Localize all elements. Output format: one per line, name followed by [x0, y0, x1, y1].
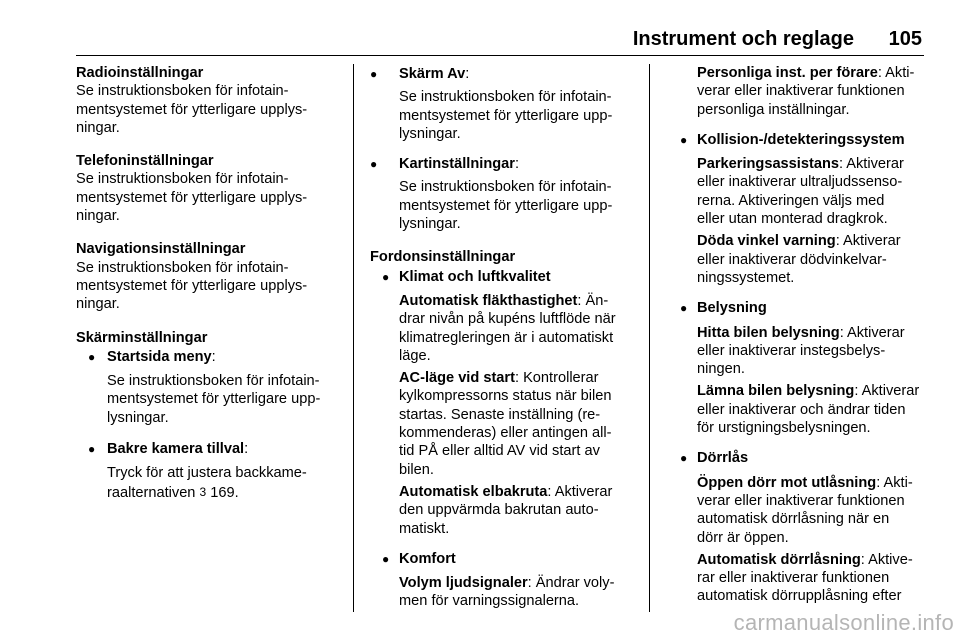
- text-fragment: : Akti-: [876, 474, 913, 491]
- text-line: ningar.: [76, 296, 120, 313]
- text-line: ningar.: [76, 119, 120, 136]
- text-line: [697, 324, 930, 342]
- setting-item: [668, 232, 930, 287]
- text-line: eller inaktiverar ultraljudssenso-: [697, 174, 903, 191]
- text-line: Se instruktionsboken för infotain-: [399, 89, 612, 106]
- setting-item: [370, 483, 636, 538]
- text-line: lysningar.: [399, 216, 461, 233]
- text-fragment: raalternativen: [107, 484, 196, 501]
- setting-name: Döda vinkel varning: [697, 233, 836, 250]
- text-line: automatisk dörrupplåsning efter: [697, 588, 902, 605]
- text-line: kommenderas) eller antingen all-: [399, 425, 612, 442]
- item-label: Kollision-/detekteringssystem: [697, 131, 905, 148]
- list-item: [668, 131, 930, 149]
- text-line: klimatregleringen är i automatiskt: [399, 329, 614, 346]
- text-line: mentsystemet för ytterligare upplys-: [76, 277, 308, 294]
- text-fragment: : Aktiverar: [838, 156, 904, 173]
- list-item: ● Startsida meny:: [76, 348, 346, 366]
- section-radio: [76, 64, 346, 137]
- list-item: [668, 449, 930, 467]
- setting-name: Automatisk fläkthastighet: [399, 292, 578, 309]
- section-heading: Telefoninställningar: [76, 153, 214, 170]
- text-line: [697, 64, 930, 82]
- text-line: eller utan monterad dragkrok.: [697, 211, 888, 228]
- list-item: ● Bakre kamera tillval:: [76, 440, 346, 458]
- setting-item: [668, 324, 930, 379]
- setting-item: [668, 64, 930, 119]
- setting-name: Automatisk dörrlåsning: [697, 551, 861, 568]
- section-heading: Fordonsinställningar: [370, 249, 516, 266]
- setting-name: Lämna bilen belysning: [697, 383, 855, 400]
- text-line: den uppvärmda bakrutan auto-: [399, 502, 599, 519]
- item-description: [76, 372, 346, 427]
- text-line: verar eller inaktiverar funktionen: [697, 83, 905, 100]
- column-3: [668, 64, 930, 606]
- text-line: rerna. Aktiveringen väljs med: [697, 192, 885, 209]
- text-line: lysningar.: [399, 125, 461, 142]
- setting-item: [668, 551, 930, 606]
- text-line: [697, 382, 930, 400]
- text-line: mentsystemet för ytterligare upplys-: [76, 189, 308, 206]
- text-fragment: : Aktiverar: [839, 324, 905, 341]
- text-line: [107, 483, 346, 502]
- setting-name: Volym ljudsignaler: [399, 575, 528, 592]
- column-2: [370, 64, 636, 611]
- setting-name: Personliga inst. per förare: [697, 65, 878, 81]
- section-navigation: [76, 240, 346, 313]
- section-heading: Navigationsinställningar: [76, 241, 246, 258]
- setting-name: Öppen dörr mot utlåsning: [697, 474, 877, 491]
- setting-item: [668, 474, 930, 547]
- text-fragment: : Aktiverar: [835, 233, 901, 250]
- item-label: Komfort: [399, 550, 456, 567]
- text-fragment: : Kontrollerar: [514, 370, 599, 387]
- list-item: ● Kartinställningar:: [370, 155, 636, 173]
- list-item: [370, 268, 636, 286]
- text-line: startas. Senaste inställning (re-: [399, 406, 601, 423]
- text-line: men för varningssignalerna.: [399, 593, 580, 610]
- setting-name: AC-läge vid start: [399, 370, 515, 387]
- text-line: [399, 574, 636, 592]
- text-line: eller inaktiverar och ändrar tiden: [697, 401, 906, 418]
- item-label: Klimat och luftkvalitet: [399, 268, 551, 285]
- item-description: [76, 464, 346, 502]
- item-label: Belysning: [697, 300, 767, 317]
- text-line: ningar.: [76, 208, 120, 225]
- text-line: Tryck för att justera backkame-: [107, 465, 307, 482]
- text-line: personliga inställningar.: [697, 101, 850, 118]
- page-number: 105: [888, 28, 922, 50]
- text-line: läge.: [399, 347, 431, 364]
- setting-item: [370, 574, 636, 611]
- list-item: [370, 550, 636, 568]
- text-line: mentsystemet för ytterligare upp-: [107, 391, 321, 408]
- page-header: [76, 25, 924, 56]
- section-heading: Skärminställningar: [76, 329, 208, 346]
- item-label: Startsida meny: [107, 348, 212, 365]
- setting-item: [370, 292, 636, 365]
- text-line: eller inaktiverar dödvinkelvar-: [697, 251, 887, 268]
- text-line: eller inaktiverar instegsbelys-: [697, 342, 886, 359]
- text-line: för urstigningsbelysningen.: [697, 420, 871, 437]
- text-line: lysningar.: [107, 409, 169, 426]
- column-divider: [353, 64, 354, 612]
- text-line: bilen.: [399, 461, 434, 478]
- text-line: [399, 369, 636, 387]
- text-line: tid PÅ eller alltid AV vid start av: [399, 443, 600, 460]
- text-line: [399, 483, 636, 501]
- text-line: rar eller inaktiverar funktionen: [697, 570, 890, 587]
- text-fragment: : Aktiverar: [547, 483, 613, 500]
- setting-item: [668, 382, 930, 437]
- setting-name: Automatisk elbakruta: [399, 483, 548, 500]
- setting-item: [668, 155, 930, 228]
- text-line: Se instruktionsboken för infotain-: [107, 373, 320, 390]
- text-fragment: : Ändrar voly-: [527, 575, 615, 592]
- setting-name: Parkeringsassistans: [697, 156, 839, 173]
- watermark-link[interactable]: carmanualsonline.info: [733, 610, 954, 635]
- section-phone: [76, 152, 346, 225]
- text-line: kylkompressorns status när bilen: [399, 388, 612, 405]
- column-1: [76, 64, 346, 515]
- item-label: Bakre kamera tillval: [107, 441, 245, 458]
- column-divider: [649, 64, 650, 612]
- text-line: [697, 232, 930, 250]
- text-fragment: : Akti-: [877, 65, 915, 81]
- text-fragment: : Än-: [577, 292, 609, 309]
- text-line: [697, 474, 930, 492]
- text-line: automatisk dörrlåsning när en: [697, 511, 890, 528]
- text-line: [399, 292, 636, 310]
- text-line: mentsystemet för ytterligare upp-: [399, 107, 613, 124]
- text-line: ningssystemet.: [697, 269, 795, 286]
- item-label: Dörrlås: [697, 450, 749, 467]
- text-line: mentsystemet för ytterligare upplys-: [76, 101, 308, 118]
- item-label: Skärm Av: [399, 66, 466, 82]
- section-heading: Radioinställningar: [76, 65, 204, 81]
- page-ref: 169.: [210, 484, 239, 501]
- item-description: [370, 178, 636, 233]
- section-display: [76, 329, 346, 502]
- text-line: Se instruktionsboken för infotain-: [76, 171, 289, 188]
- text-line: ningen.: [697, 361, 745, 378]
- text-line: dörr är öppen.: [697, 529, 789, 546]
- text-line: mentsystemet för ytterligare upp-: [399, 197, 613, 214]
- item-label: Kartinställningar: [399, 156, 515, 173]
- item-description: [370, 88, 636, 143]
- list-item: ● Skärm Av:: [370, 65, 636, 83]
- setting-item: [370, 369, 636, 479]
- text-line: [697, 551, 930, 569]
- setting-name: Hitta bilen belysning: [697, 324, 840, 341]
- page-ref-arrow-icon: 3: [199, 484, 207, 499]
- text-fragment: : Aktive-: [860, 551, 913, 568]
- page-title: Instrument och reglage: [632, 28, 854, 50]
- text-line: Se instruktionsboken för infotain-: [76, 83, 289, 100]
- text-line: matiskt.: [399, 520, 450, 537]
- text-line: drar nivån på kupéns luftflöde när: [399, 311, 616, 328]
- text-line: Se instruktionsboken för infotain-: [399, 179, 612, 196]
- text-line: [697, 155, 930, 173]
- list-item: [668, 299, 930, 317]
- text-fragment: : Aktiverar: [854, 383, 920, 400]
- text-line: Se instruktionsboken för infotain-: [76, 259, 289, 276]
- text-line: verar eller inaktiverar funktionen: [697, 492, 905, 509]
